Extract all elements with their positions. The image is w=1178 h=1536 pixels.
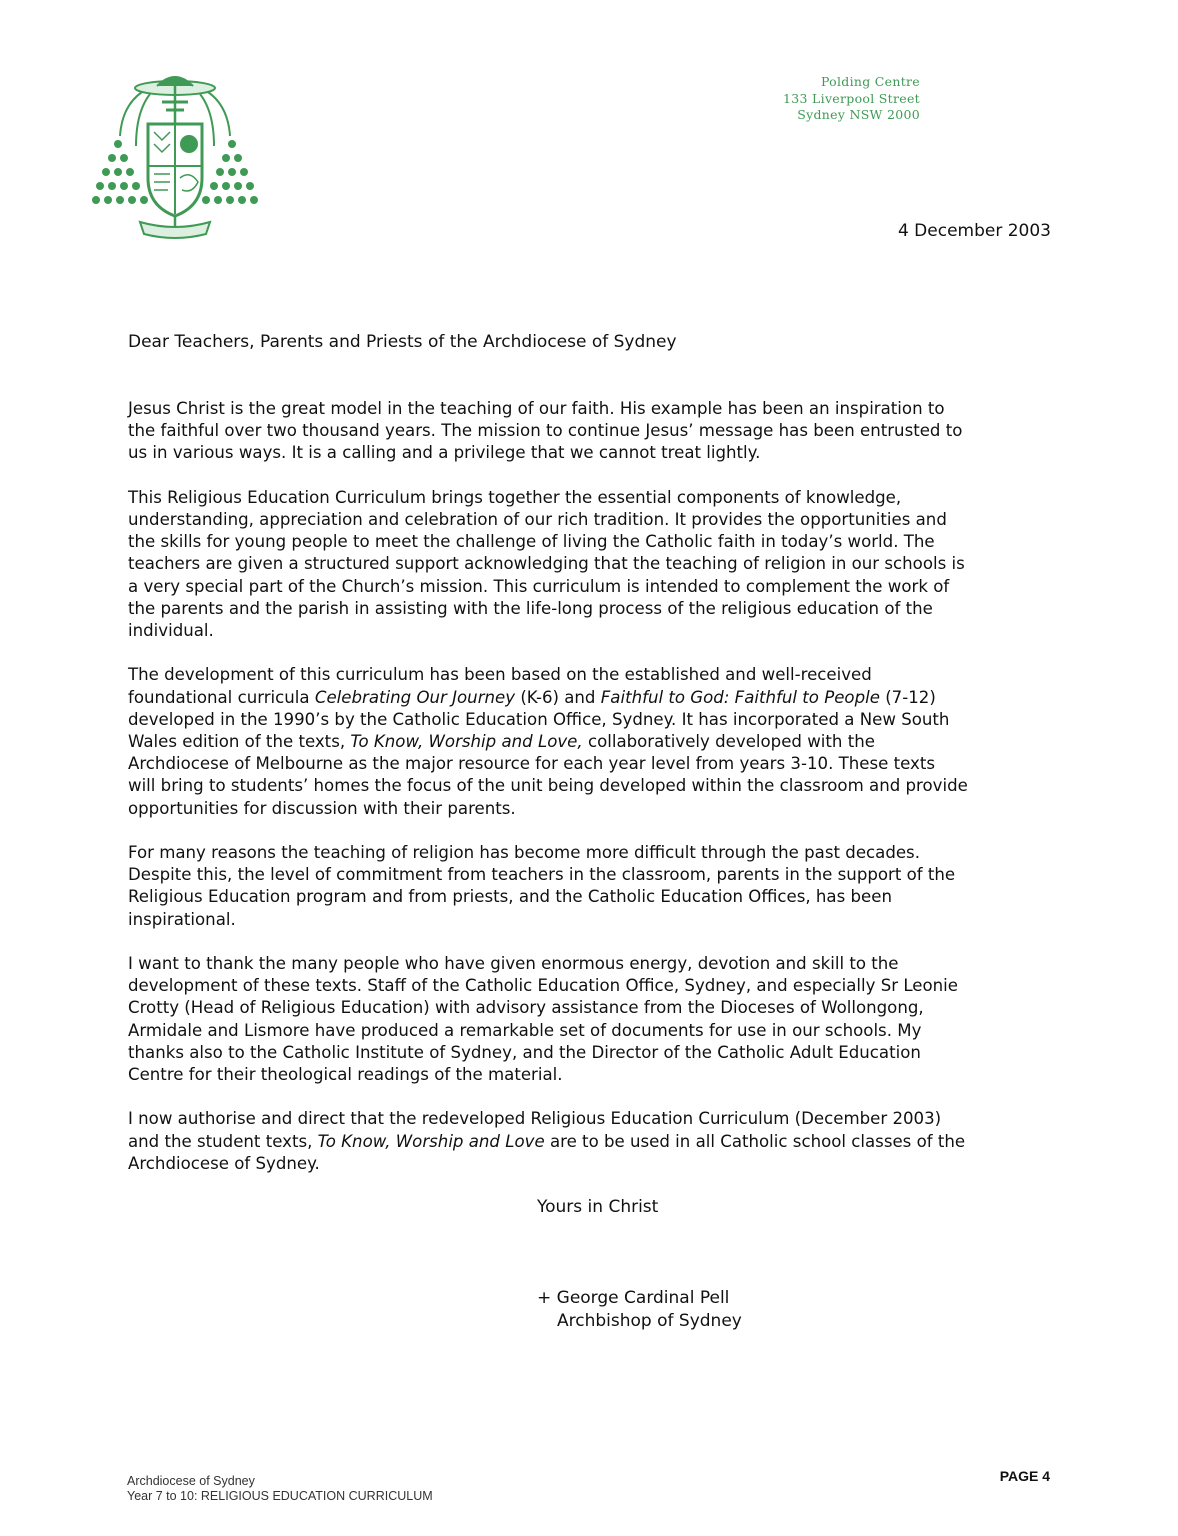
text-line: opportunities for discussion with their parents. <box>128 798 516 818</box>
text-line: Crotty (Head of Religious Education) with advisory assistance from the Dioceses of Wollongong, <box>128 998 924 1018</box>
text-line: For many reasons the teaching of religion has become more difficult through the past decades. <box>128 843 920 863</box>
text-run: and the student texts, <box>128 1131 318 1151</box>
text-line: I now authorise and direct that the redeveloped Religious Education Curriculum (December 2003) <box>128 1109 942 1129</box>
text-line <box>128 731 1058 753</box>
signature-block <box>537 1287 742 1332</box>
text-run: are to be used in all Catholic school classes of the <box>544 1131 966 1151</box>
footer-info <box>127 1474 433 1503</box>
footer-organisation: Archdiocese of Sydney <box>127 1474 255 1488</box>
text-run: Wales edition of the texts, <box>128 732 351 752</box>
text-line <box>128 687 1058 709</box>
text-line: This Religious Education Curriculum brings together the essential components of knowledge, <box>128 487 902 507</box>
text-line <box>128 1131 1058 1153</box>
address-line: 133 Liverpool Street <box>783 90 920 106</box>
text-line: the skills for young people to meet the challenge of living the Catholic faith in today’s world. The <box>128 532 935 552</box>
book-title: Faithful to God: Faithful to People <box>600 687 880 707</box>
text-line: inspirational. <box>128 909 236 929</box>
text-line: Despite this, the level of commitment from teachers in the classroom, parents in the support of the <box>128 865 956 885</box>
text-line: Archdiocese of Sydney. <box>128 1153 320 1173</box>
address-line: Sydney NSW 2000 <box>797 107 920 122</box>
text-run: (K-6) and <box>515 687 601 707</box>
paragraph <box>128 487 1058 642</box>
text-line: Religious Education program and from priests, and the Catholic Education Offices, has been <box>128 887 892 907</box>
paragraph <box>128 1108 1058 1175</box>
text-run: foundational curricula <box>128 687 315 707</box>
paragraph <box>128 953 1058 1086</box>
text-line: the parents and the parish in assisting with the life-long process of the religious education of the <box>128 598 933 618</box>
letterhead-address <box>700 74 920 124</box>
coat-of-arms-icon <box>92 66 258 252</box>
footer-document-title: Year 7 to 10: RELIGIOUS EDUCATION CURRICULUM <box>127 1488 433 1503</box>
book-title: To Know, Worship and Love <box>317 1131 545 1151</box>
text-line: understanding, appreciation and celebration of our rich tradition. It provides the opportunities and <box>128 510 947 529</box>
signatory-name: + George Cardinal Pell <box>537 1288 730 1308</box>
book-title: To Know, Worship and Love, <box>350 732 583 752</box>
text-line: Jesus Christ is the great model in the teaching of our faith. His example has been an inspiration to <box>128 399 945 418</box>
text-line: development of these texts. Staff of the Catholic Education Office, Sydney, and especially Sr Leonie <box>128 976 958 996</box>
text-line: individual. <box>128 621 214 641</box>
letter-body <box>128 398 1058 1197</box>
text-line: The development of this curriculum has been based on the established and well-received <box>128 665 872 685</box>
book-title: Celebrating Our Journey <box>314 687 516 707</box>
text-line: teachers are given a structured support acknowledging that the teaching of religion in our schools is <box>128 554 965 574</box>
paragraph <box>128 664 1058 819</box>
salutation: Dear Teachers, Parents and Priests of the Archdiocese of Sydney <box>128 332 677 352</box>
text-line: the faithful over two thousand years. The mission to continue Jesus’ message has been entrusted to <box>128 421 963 441</box>
text-line: Armidale and Lismore have produced a remarkable set of documents for use in our schools. My <box>128 1020 922 1040</box>
text-line: Centre for their theological readings of the material. <box>128 1065 563 1085</box>
text-line: will bring to students’ homes the focus of the unit being developed within the classroom and provide <box>128 776 968 796</box>
letter-date: 4 December 2003 <box>897 221 1051 241</box>
signatory-title: Archbishop of Sydney <box>557 1310 742 1331</box>
paragraph <box>128 842 1058 931</box>
text-line: us in various ways. It is a calling and a privilege that we cannot treat lightly. <box>128 443 761 463</box>
text-run: (7-12) <box>879 687 936 707</box>
address-line: Polding Centre <box>820 74 920 89</box>
paragraph <box>128 398 1058 465</box>
text-line: developed in the 1990’s by the Catholic Education Office, Sydney. It has incorporated a New South <box>128 709 950 729</box>
text-run: collaboratively developed with the <box>582 732 875 752</box>
text-line: a very special part of the Church’s mission. This curriculum is intended to complement the work of <box>128 576 950 596</box>
text-line: thanks also to the Catholic Institute of Sydney, and the Director of the Catholic Adult Education <box>128 1042 921 1062</box>
page-number: PAGE 4 <box>999 1468 1050 1484</box>
text-line: Archdiocese of Melbourne as the major resource for each year level from years 3-10. These texts <box>128 754 936 774</box>
text-line: I want to thank the many people who have given enormous energy, devotion and skill to the <box>128 954 899 974</box>
closing: Yours in Christ <box>537 1197 659 1217</box>
